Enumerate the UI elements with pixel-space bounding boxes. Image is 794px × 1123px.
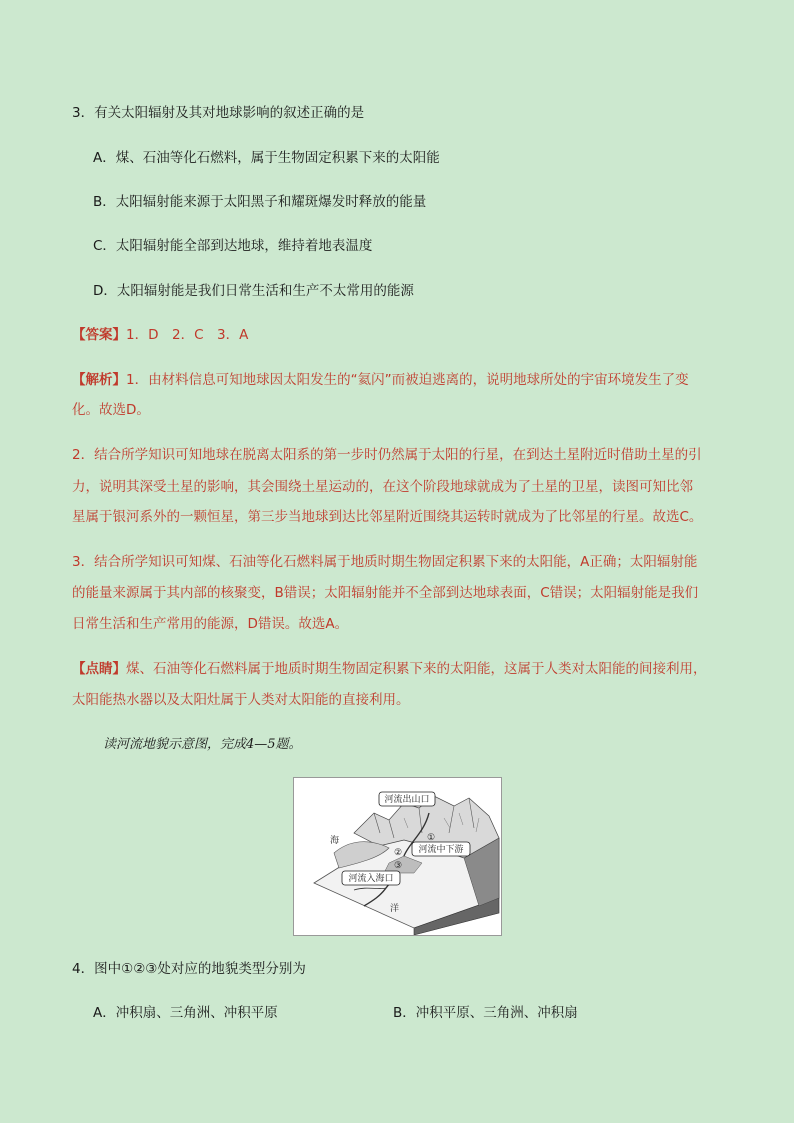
answer-line <box>72 325 248 345</box>
analysis-tag: 【解析】 <box>72 372 126 388</box>
answer-text: 1．D 2．C 3．A <box>126 327 249 343</box>
label-river-mouth: 河流入海口 <box>348 874 394 884</box>
label-num-1: ① <box>427 833 436 843</box>
label-num-2: ② <box>394 848 403 858</box>
analysis-p1-line2: 化。故选D。 <box>72 402 150 418</box>
analysis-p1-text: 1．由材料信息可知地球因太阳发生的“氦闪”而被迫逃离的，说明地球所处的宇宙环境发生了变 <box>126 372 689 388</box>
analysis-p2-line3: 星属于银河系外的一颗恒星，第三步当地球到达比邻星附近围绕其运转时就成为了比邻星的行星。故选C。 <box>72 509 703 525</box>
label-ocean: 洋 <box>390 904 400 914</box>
comment-tag: 【点睛】 <box>72 661 126 677</box>
analysis-p1-line1 <box>72 370 689 390</box>
q3-option-c: C．太阳辐射能全部到达地球，维持着地表温度 <box>93 238 373 254</box>
river-landform-svg <box>294 778 501 935</box>
q4-option-a: A．冲积扇、三角洲、冲积平原 <box>93 1005 278 1021</box>
label-river-middle: 河流中下游 <box>418 845 464 855</box>
analysis-p3-line2: 的能量来源属于其内部的核聚变，B错误；太阳辐射能并不全部到达地球表面，C错误；太阳辐射能是我们 <box>72 585 699 601</box>
label-sea: 海 <box>330 836 340 846</box>
q3-option-a: A．煤、石油等化石燃料，属于生物固定积累下来的太阳能 <box>93 150 440 166</box>
answer-tag: 【答案】 <box>72 327 126 343</box>
comment-text: 煤、石油等化石燃料属于地质时期生物固定积累下来的太阳能，这属于人类对太阳能的间接利用， <box>126 661 707 677</box>
analysis-p2-line1: 2．结合所学知识可知地球在脱离太阳系的第一步时仍然属于太阳的行星，在到达土星附近时借助土星的引 <box>72 447 702 463</box>
q4-stem: 4．图中①②③处对应的地貌类型分别为 <box>72 961 306 977</box>
label-num-3: ③ <box>394 861 403 871</box>
label-river-outlet: 河流出山口 <box>384 795 430 805</box>
figure-intro: 读河流地貌示意图，完成4—5题。 <box>103 737 302 752</box>
comment-line1 <box>72 659 707 679</box>
analysis-p3-line3: 日常生活和生产常用的能源，D错误。故选A。 <box>72 616 349 632</box>
analysis-p3-line1: 3．结合所学知识可知煤、石油等化石燃料属于地质时期生物固定积累下来的太阳能，A正确；太阳辐射能 <box>72 554 698 570</box>
q4-option-b: B．冲积平原、三角洲、冲积扇 <box>393 1005 578 1021</box>
river-landform-diagram <box>293 777 502 936</box>
q3-option-b: B．太阳辐射能来源于太阳黑子和耀斑爆发时释放的能量 <box>93 194 427 210</box>
comment-line2: 太阳能热水器以及太阳灶属于人类对太阳能的直接利用。 <box>72 692 410 708</box>
q3-stem: 3．有关太阳辐射及其对地球影响的叙述正确的是 <box>72 105 365 121</box>
q3-option-d: D．太阳辐射能是我们日常生活和生产不太常用的能源 <box>93 283 414 299</box>
analysis-p2-line2: 力，说明其深受土星的影响，其会围绕土星运动的，在这个阶段地球就成为了土星的卫星，读图可知比邻 <box>72 479 693 495</box>
